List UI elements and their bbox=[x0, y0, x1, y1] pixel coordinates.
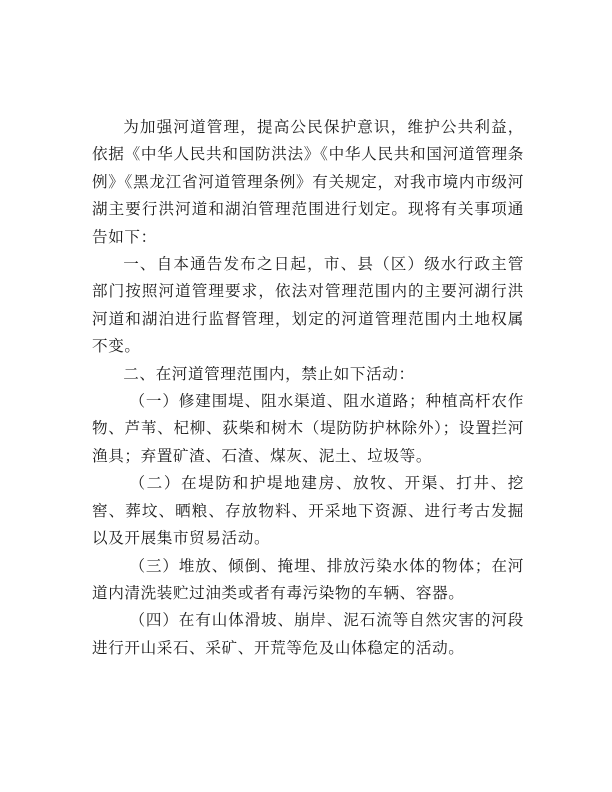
paragraph-item-2: 二、在河道管理范围内，禁止如下活动： bbox=[123, 364, 415, 383]
document-body bbox=[92, 114, 524, 662]
paragraph-subitem-1: （一）修建围堤、阻水渠道、阻水道路；种植高杆农作物、芦苇、杞柳、荻柴和树木（堤防防护林除外）；设置拦河渔具；弃置矿渣、石渣、煤灰、泥土、垃圾等。 bbox=[92, 392, 524, 465]
paragraph-subitem-2: （二）在堤防和护堤地建房、放牧、开渠、打井、挖窖、葬坟、晒粮、存放物料、开采地下资源、进行考古发掘以及开展集市贸易活动。 bbox=[92, 474, 524, 548]
paragraph-item-1: 一、自本通告发布之日起，市、县（区）级水行政主管部门按照河道管理要求，依法对管理范围内的主要河湖行洪河道和湖泊进行监督管理，划定的河道管理范围内土地权属不变。 bbox=[92, 255, 524, 356]
paragraph-subitem-4: （四）在有山体滑坡、崩岸、泥石流等自然灾害的河段进行开山采石、采矿、开荒等危及山体稳定的活动。 bbox=[92, 611, 524, 657]
paragraph-subitem-3: （三）堆放、倾倒、掩埋、排放污染水体的物体；在河道内清洗装贮过油类或者有毒污染物的车辆、容器。 bbox=[92, 556, 524, 602]
paragraph-intro: 为加强河道管理，提高公民保护意识，维护公共利益，依据《中华人民共和国防洪法》《中华人民共和国河道管理条例》《黑龙江省河道管理条例》有关规定，对我市境内市级河湖主要行洪河道和湖泊管理范围进行划定。现将有关事项通告如下： bbox=[92, 118, 524, 246]
